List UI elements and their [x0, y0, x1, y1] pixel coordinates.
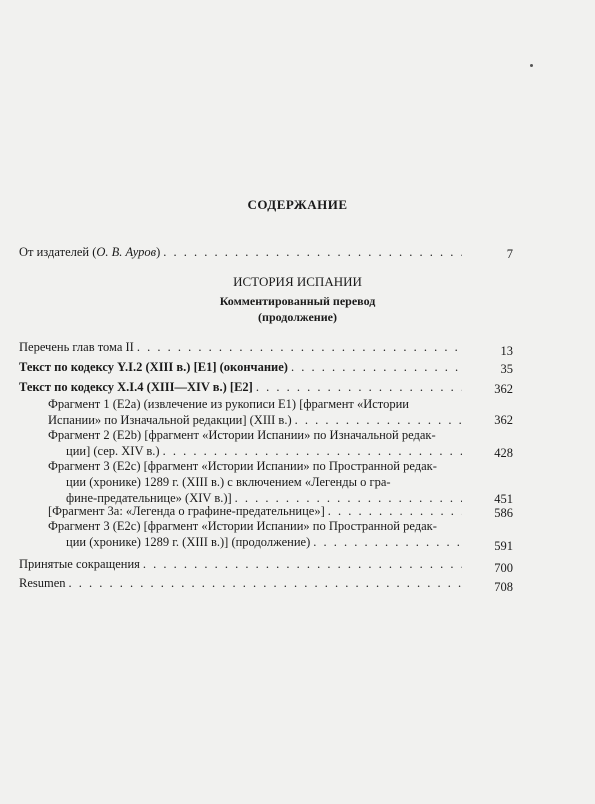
toc-entry-fragment-3-cont	[48, 518, 513, 553]
toc-entry-chapters	[19, 339, 513, 358]
toc-entry-fragment-3	[48, 458, 513, 506]
print-speck	[530, 64, 533, 67]
toc-entry-intro	[19, 244, 513, 260]
toc-page-number: 13	[500, 344, 513, 358]
toc-entry-label: Текст по кодексу X.I.4 (XIII—XIV в.) [E2]	[19, 380, 253, 394]
toc-entry-line: ции (хронике) 1289 г. (XIII в.)] (продолжение)	[66, 535, 311, 549]
leader-dots	[69, 575, 462, 591]
toc-entry-line: ции] (сер. XIV в.)	[66, 444, 160, 458]
toc-entry-fragment-3a	[48, 503, 513, 519]
author-name: О. В. Ауров	[96, 245, 157, 259]
toc-entry-label: [Фрагмент 3а: «Легенда о графине-предательнице»]	[48, 504, 325, 518]
toc-page-number: 700	[494, 561, 513, 575]
toc-entry-label: Принятые сокращения	[19, 557, 140, 571]
toc-page-number: 362	[494, 413, 513, 427]
leader-dots	[143, 556, 462, 572]
toc-page-number: 362	[494, 382, 513, 396]
section-subtitle: Комментированный перевод (продолжение)	[219, 294, 376, 324]
toc-page-number: 586	[494, 506, 513, 520]
toc-entry-label: Перечень глав тома II	[19, 340, 134, 354]
toc-entry-line: Фрагмент 1 (E2a) (извлечение из рукописи E1) [фрагмент «Истории	[48, 397, 409, 411]
toc-entry-label: Resumen	[19, 576, 66, 590]
leader-dots	[313, 534, 462, 550]
toc-entry-codex-y	[19, 359, 513, 375]
toc-entry-line: фине-предательнице» (XIV в.)]	[66, 491, 232, 505]
contents-heading: СОДЕРЖАНИЕ	[247, 197, 348, 212]
leader-dots	[328, 503, 462, 519]
leader-dots	[163, 443, 462, 459]
toc-entry-fragment-1	[48, 396, 513, 428]
leader-dots	[256, 379, 462, 395]
toc-entry-resumen	[19, 575, 513, 594]
toc-page-number: 35	[500, 362, 513, 376]
toc-entry-label: От издателей (О. В. Ауров)	[19, 245, 161, 259]
leader-dots	[163, 244, 462, 260]
toc-page-number: 428	[494, 446, 513, 460]
toc-entry-label: Текст по кодексу Y.I.2 (XIII в.) [E1] (окончание)	[19, 360, 288, 374]
leader-dots	[137, 339, 462, 355]
leader-dots	[295, 412, 462, 428]
toc-entry-line: Фрагмент 3 (E2c) [фрагмент «Истории Испании» по Пространной редак-	[48, 459, 437, 473]
toc-entry-abbreviations	[19, 556, 513, 575]
toc-page-number: 708	[494, 580, 513, 594]
toc-page-number: 7	[506, 247, 513, 261]
toc-entry-line: Испании» по Изначальной редакции] (XIII в.)	[48, 413, 292, 427]
toc-entry-line: Фрагмент 3 (E2c) [фрагмент «Истории Испании» по Пространной редак-	[48, 519, 437, 533]
toc-page-number: 451	[494, 492, 513, 506]
section-title: ИСТОРИЯ ИСПАНИИ	[233, 274, 362, 289]
toc-entry-fragment-2	[48, 427, 513, 459]
toc-entry-line: ции (хронике) 1289 г. (XIII в.) с включением «Легенды о гра-	[66, 475, 391, 489]
leader-dots	[291, 359, 462, 375]
toc-entry-codex-x	[19, 379, 513, 395]
toc-page-number: 591	[494, 539, 513, 553]
toc-entry-line: Фрагмент 2 (E2b) [фрагмент «Истории Испании» по Изначальной редак-	[48, 428, 436, 442]
